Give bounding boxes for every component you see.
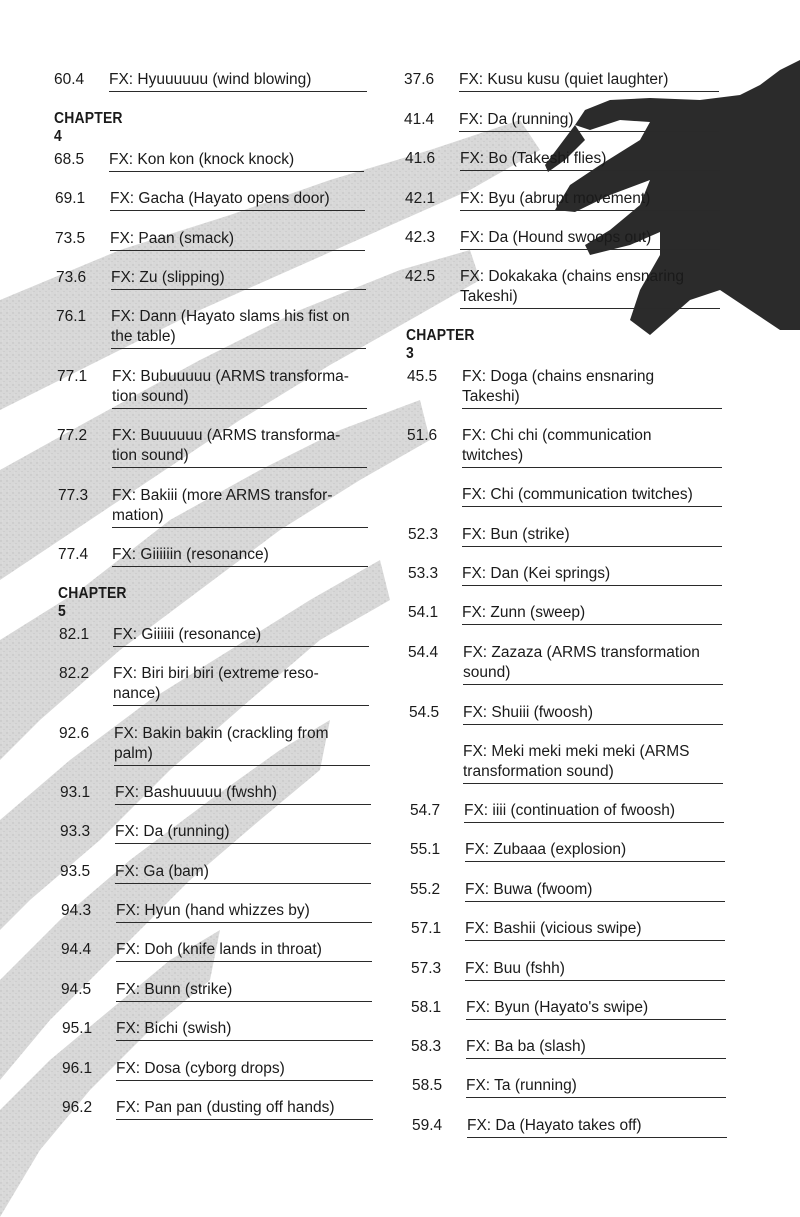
sound-effect-text: FX: Doga (chains ensnaring Takeshi) (462, 367, 722, 409)
sound-effect-text: FX: Bun (strike) (462, 525, 722, 547)
page-number: 82.2 (59, 665, 90, 682)
sound-effect-text: FX: Bashuuuuu (fwshh) (115, 783, 371, 805)
page-number: 94.4 (61, 941, 92, 958)
page-number: 54.5 (409, 704, 440, 721)
page-number: 94.3 (61, 902, 92, 919)
sound-effect-text: FX: Zunn (sweep) (462, 603, 722, 625)
page-number: 54.7 (410, 802, 441, 819)
page-number: 93.3 (60, 823, 91, 840)
page-number: 45.5 (407, 368, 438, 385)
sound-effect-text: FX: Kusu kusu (quiet laughter) (459, 70, 719, 92)
sound-effect-text: FX: Dann (Hayato slams his fist on the table) (111, 307, 366, 349)
sound-effect-text: FX: Gacha (Hayato opens door) (110, 189, 365, 211)
sound-effect-text: FX: Bunn (strike) (116, 980, 372, 1002)
page-number: 51.6 (407, 427, 438, 444)
sound-effect-text: FX: Buuuuuu (ARMS transforma- tion sound) (112, 426, 367, 468)
sound-effect-text: FX: Giiiiii (resonance) (113, 625, 369, 647)
sound-effect-text: FX: Hyun (hand whizzes by) (116, 901, 372, 923)
sound-effect-text: FX: Chi (communication twitches) (462, 485, 722, 507)
sound-effect-text: FX: Bo (Takeshi flies) (460, 149, 720, 171)
page-number: 59.4 (412, 1117, 443, 1134)
sound-effect-text: FX: Bashii (vicious swipe) (465, 919, 725, 941)
chapter-heading: CHAPTER 3 (406, 327, 475, 362)
page-number: 37.6 (404, 71, 435, 88)
chapter-heading: CHAPTER 5 (58, 585, 127, 620)
page-number: 54.1 (408, 604, 439, 621)
sound-effect-text: FX: Byu (abrupt movement) (460, 189, 720, 211)
page-number: 41.6 (405, 150, 436, 167)
sound-effect-text: FX: Doh (knife lands in throat) (116, 940, 372, 962)
sound-effect-text: FX: Bakiii (more ARMS transfor- mation) (112, 486, 368, 528)
sound-effect-text: FX: Biri biri biri (extreme reso- nance) (113, 664, 369, 706)
sound-effect-text: FX: Buu (fshh) (465, 959, 725, 981)
page-number: 41.4 (404, 111, 435, 128)
page-number: 58.1 (411, 999, 442, 1016)
page-number: 53.3 (408, 565, 439, 582)
page-number: 42.3 (405, 229, 436, 246)
page-number: 93.1 (60, 784, 91, 801)
sound-effect-text: FX: Paan (smack) (110, 229, 365, 251)
sound-effect-text: FX: Zazaza (ARMS transformation sound) (463, 643, 723, 685)
sound-effect-text: FX: Kon kon (knock knock) (109, 150, 364, 172)
page-number: 96.2 (62, 1099, 93, 1116)
page-number: 60.4 (54, 71, 85, 88)
page-number: 76.1 (56, 308, 87, 325)
page-number: 55.2 (410, 881, 441, 898)
page-number: 73.5 (55, 230, 86, 247)
sound-effect-text: FX: Dokakaka (chains ensnaring Takeshi) (460, 267, 720, 309)
sound-effect-text: FX: Giiiiiin (resonance) (112, 545, 368, 567)
page-number: 68.5 (54, 151, 85, 168)
sound-effect-text: FX: Shuiii (fwoosh) (463, 703, 723, 725)
page-number: 69.1 (55, 190, 86, 207)
page-number: 77.4 (58, 546, 89, 563)
page-number: 93.5 (60, 863, 91, 880)
sound-effect-text: FX: Buwa (fwoom) (465, 880, 725, 902)
page-number: 42.5 (405, 268, 436, 285)
page-number: 77.2 (57, 427, 88, 444)
page-number: 42.1 (405, 190, 436, 207)
sound-effect-text: FX: Bichi (swish) (116, 1019, 373, 1041)
sound-effect-text: FX: Meki meki meki meki (ARMS transformation sound) (463, 742, 723, 784)
page-number: 96.1 (62, 1060, 93, 1077)
sound-effect-text: FX: Da (Hound swoops out) (460, 228, 720, 250)
sound-effect-text: FX: Zu (slipping) (111, 268, 366, 290)
sound-effect-text: FX: Ba ba (slash) (466, 1037, 726, 1059)
page-number: 82.1 (59, 626, 90, 643)
page-number: 92.6 (59, 725, 90, 742)
sound-effect-text: FX: Da (running) (459, 110, 719, 132)
page-number: 57.3 (411, 960, 442, 977)
sound-effect-text: FX: Dan (Kei springs) (462, 564, 722, 586)
sound-effect-text: FX: Da (Hayato takes off) (467, 1116, 727, 1138)
page-number: 52.3 (408, 526, 439, 543)
page-number: 57.1 (411, 920, 442, 937)
page-number: 94.5 (61, 981, 92, 998)
page-number: 58.5 (412, 1077, 443, 1094)
page-number: 58.3 (411, 1038, 442, 1055)
page-number: 77.3 (58, 487, 89, 504)
page-number: 55.1 (410, 841, 441, 858)
sound-effect-text: FX: Chi chi (communication twitches) (462, 426, 722, 468)
sound-effect-text: FX: Bubuuuuu (ARMS transforma- tion sound) (112, 367, 367, 409)
sound-effect-text: FX: Ga (bam) (115, 862, 371, 884)
page-number: 95.1 (62, 1020, 93, 1037)
sound-effect-text: FX: iiii (continuation of fwoosh) (464, 801, 724, 823)
sound-effect-text: FX: Pan pan (dusting off hands) (116, 1098, 373, 1120)
sound-effect-text: FX: Zubaaa (explosion) (465, 840, 725, 862)
sound-effect-text: FX: Da (running) (115, 822, 371, 844)
sound-effect-text: FX: Dosa (cyborg drops) (116, 1059, 373, 1081)
chapter-heading: CHAPTER 4 (54, 110, 123, 145)
page-number: 73.6 (56, 269, 87, 286)
sound-effect-text: FX: Bakin bakin (crackling from palm) (114, 724, 370, 766)
sound-effect-text: FX: Byun (Hayato's swipe) (466, 998, 726, 1020)
sound-effect-text: FX: Ta (running) (466, 1076, 726, 1098)
page-number: 54.4 (408, 644, 439, 661)
sound-effect-text: FX: Hyuuuuuu (wind blowing) (109, 70, 367, 92)
page-number: 77.1 (57, 368, 88, 385)
